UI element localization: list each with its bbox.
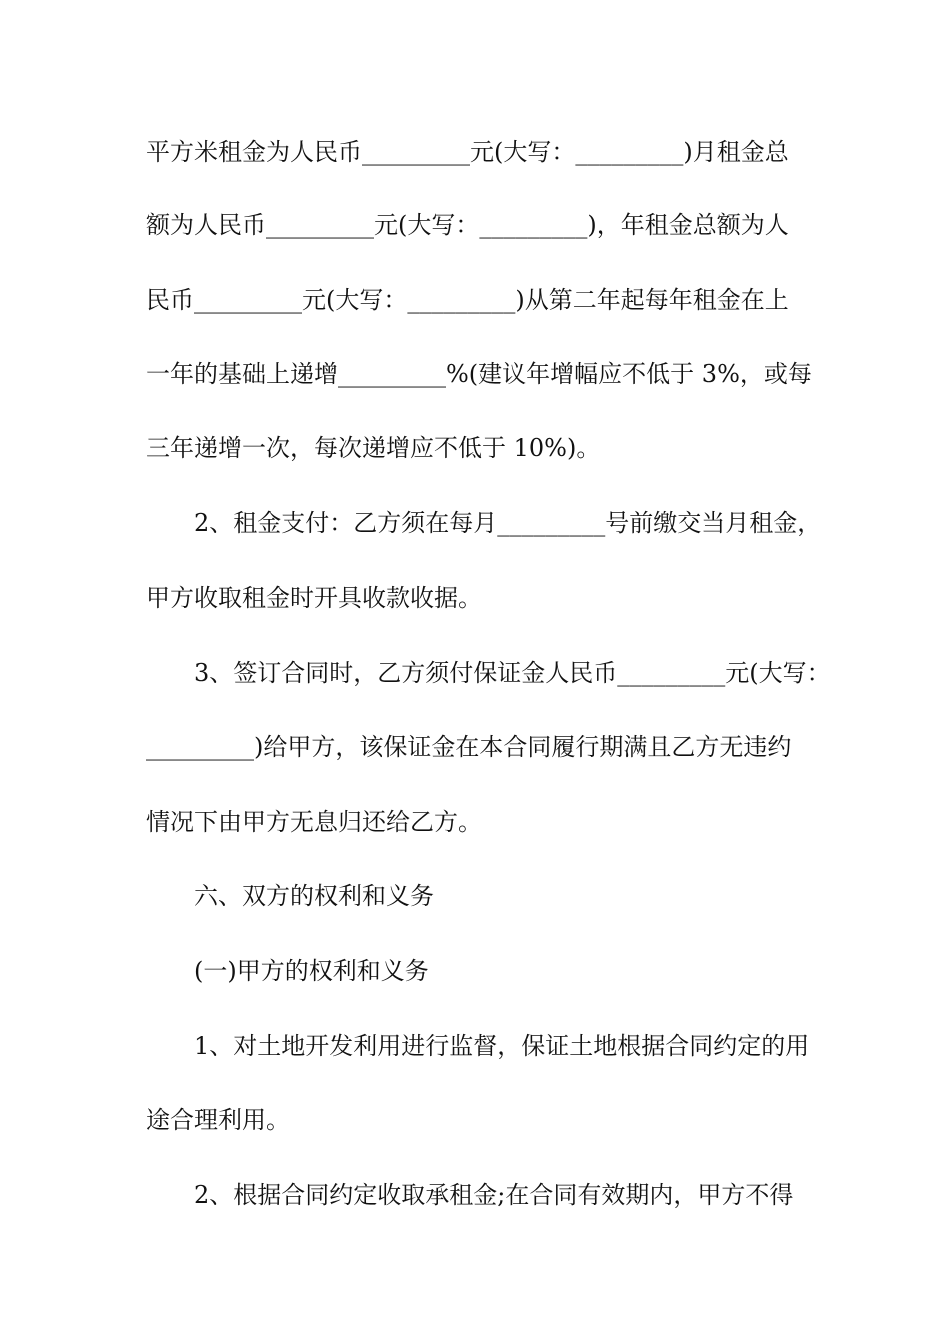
text-line: 甲方收取租金时开具收款收据。	[146, 584, 482, 612]
text-line: 额为人民币_________元(大写：_________)，年租金总额为人	[146, 211, 789, 239]
text-line: 一年的基础上递增_________%(建议年增幅应不低于 3%，或每	[146, 360, 812, 388]
subsection-heading: (一)甲方的权利和义务	[194, 957, 429, 985]
section-heading: 六、双方的权利和义务	[194, 882, 434, 910]
text-line: 3、签订合同时，乙方须付保证金人民币_________元(大写：	[194, 659, 831, 687]
text-line: 平方米租金为人民币_________元(大写：_________)月租金总	[146, 138, 789, 166]
text-line: 三年递增一次，每次递增应不低于 10%)。	[146, 434, 601, 462]
text-line: _________)给甲方，该保证金在本合同履行期满且乙方无违约	[146, 733, 792, 761]
text-line: 途合理利用。	[146, 1106, 290, 1134]
text-line: 2、租金支付：乙方须在每月_________号前缴交当月租金，	[194, 509, 822, 537]
text-line: 1、对土地开发利用进行监督，保证土地根据合同约定的用	[194, 1032, 810, 1060]
text-line: 2、根据合同约定收取承租金;在合同有效期内，甲方不得	[194, 1181, 794, 1209]
text-line: 民币_________元(大写：_________)从第二年起每年租金在上	[146, 286, 789, 314]
text-line: 情况下由甲方无息归还给乙方。	[146, 808, 482, 836]
